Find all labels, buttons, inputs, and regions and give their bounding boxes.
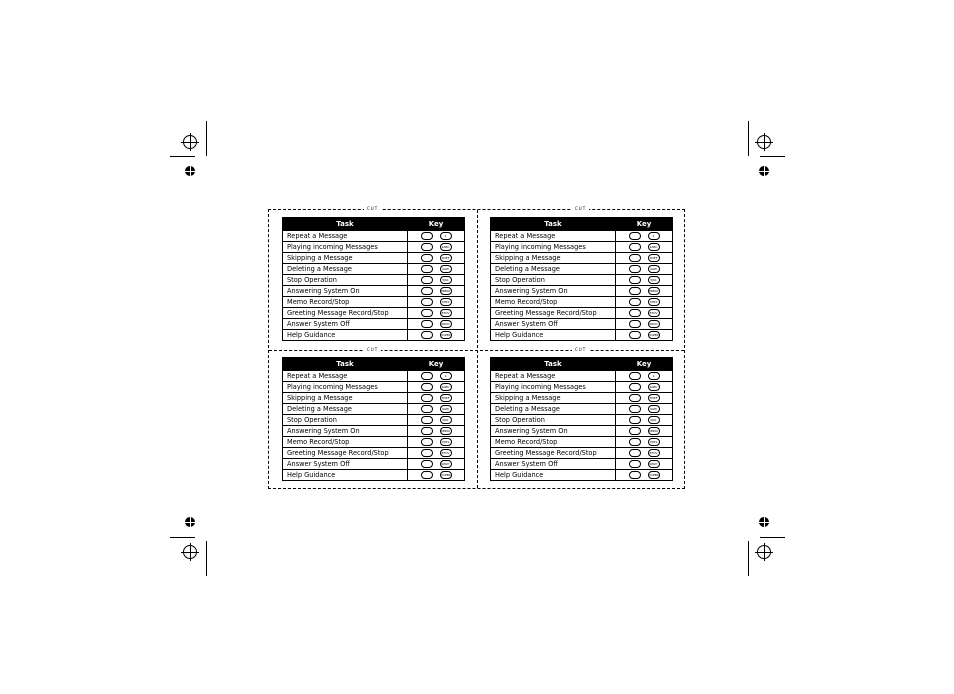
cut-label: CUT (364, 206, 381, 212)
task-cell: Help Guidance (283, 470, 408, 481)
keypad-button-icon: 4GHI (440, 405, 452, 413)
task-key-table (282, 357, 465, 481)
column-header-task: Task (491, 218, 616, 231)
blank-key-icon (629, 276, 641, 284)
table-row (283, 297, 465, 308)
keypad-button-icon: 3DEF (440, 254, 452, 262)
table-row (491, 308, 673, 319)
task-cell: Deleting a Message (491, 404, 616, 415)
task-cell: Skipping a Message (283, 393, 408, 404)
task-cell: Stop Operation (491, 415, 616, 426)
keypad-button-icon: 8TUV (649, 311, 658, 315)
table-row (283, 275, 465, 286)
keypad-button-icon: 9WXY (441, 322, 450, 326)
keypad-button-icon: 8TUV (441, 451, 450, 455)
keypad-button-icon: 3DEF (648, 254, 660, 262)
blank-key-icon (629, 416, 641, 424)
key-cell (616, 264, 673, 275)
key-cell (408, 242, 465, 253)
table-row (283, 231, 465, 242)
blank-key-icon (629, 394, 641, 402)
task-cell: Deleting a Message (283, 264, 408, 275)
table-row (283, 242, 465, 253)
keypad-button-icon: 6MNO (440, 429, 451, 433)
key-cell (616, 448, 673, 459)
keypad-button-icon: 7PRS (440, 438, 452, 446)
task-key-table (282, 217, 465, 341)
blank-key-icon (421, 460, 433, 468)
key-cell (616, 382, 673, 393)
task-cell: Answering System On (283, 426, 408, 437)
task-cell: Playing incoming Messages (491, 242, 616, 253)
table-row (491, 231, 673, 242)
table-header-row (491, 358, 673, 371)
table-row (491, 426, 673, 437)
table-row (491, 371, 673, 382)
task-cell: Repeat a Message (283, 371, 408, 382)
task-cell: Repeat a Message (491, 231, 616, 242)
task-cell: Stop Operation (283, 275, 408, 286)
cut-line-horizontal (269, 350, 684, 351)
table-row (491, 393, 673, 404)
table-row (491, 459, 673, 470)
blank-key-icon (629, 372, 641, 380)
registration-dot-bottom-right-icon (759, 517, 769, 527)
table-row (491, 470, 673, 481)
task-cell: Greeting Message Record/Stop (491, 308, 616, 319)
keypad-button-icon: 2ABC (649, 245, 658, 249)
keypad-button-icon: 7PRS (648, 298, 660, 306)
keypad-button-icon: 4GHI (440, 265, 452, 273)
blank-key-icon (421, 320, 433, 328)
keypad-button-icon: 6MNO (648, 289, 659, 293)
keypad-button-icon: 5JKL (648, 276, 660, 284)
table-row (283, 459, 465, 470)
blank-key-icon (421, 243, 433, 251)
blank-key-icon (629, 320, 641, 328)
table-row (283, 404, 465, 415)
key-cell (408, 319, 465, 330)
crosshair-top-left-icon (183, 135, 197, 149)
blank-key-icon (629, 309, 641, 317)
key-cell (616, 415, 673, 426)
table-row (283, 319, 465, 330)
blank-key-icon (629, 449, 641, 457)
keypad-button-icon: 9WXY (441, 462, 450, 466)
table-row (491, 275, 673, 286)
key-cell (616, 275, 673, 286)
keypad-button-icon: 0OPER (440, 473, 451, 477)
keypad-button-icon: 8TUV (441, 311, 450, 315)
blank-key-icon (421, 298, 433, 306)
table-row (283, 253, 465, 264)
table-row (491, 297, 673, 308)
keypad-button-icon: 5JKL (440, 416, 452, 424)
task-cell: Help Guidance (491, 470, 616, 481)
task-cell: Answering System On (491, 426, 616, 437)
table-row (283, 437, 465, 448)
cut-line-vertical (477, 210, 478, 488)
task-key-table (490, 357, 673, 481)
task-cell: Playing incoming Messages (491, 382, 616, 393)
key-cell (408, 264, 465, 275)
key-cell (616, 404, 673, 415)
key-cell (408, 404, 465, 415)
key-cell (408, 415, 465, 426)
blank-key-icon (421, 372, 433, 380)
keypad-button-icon: 0OPER (648, 333, 659, 337)
blank-key-icon (629, 438, 641, 446)
key-cell (408, 308, 465, 319)
table-row (283, 470, 465, 481)
blank-key-icon (629, 254, 641, 262)
task-cell: Deleting a Message (283, 404, 408, 415)
task-cell: Memo Record/Stop (491, 437, 616, 448)
keypad-button-icon: 4GHI (648, 405, 660, 413)
blank-key-icon (629, 265, 641, 273)
crosshair-bottom-left-icon (183, 545, 197, 559)
key-cell (408, 253, 465, 264)
column-header-key: Key (408, 218, 465, 231)
keypad-button-icon: 9WXY (649, 462, 658, 466)
table-row (283, 382, 465, 393)
keypad-button-icon: 7PRS (648, 438, 660, 446)
blank-key-icon (421, 254, 433, 262)
key-card-bottom-right (490, 357, 672, 481)
key-cell (408, 297, 465, 308)
blank-key-icon (421, 449, 433, 457)
blank-key-icon (421, 471, 433, 479)
registration-dot-top-left-icon (185, 166, 195, 176)
key-cell (408, 448, 465, 459)
table-row (283, 330, 465, 341)
blank-key-icon (421, 309, 433, 317)
table-row (283, 393, 465, 404)
column-header-task: Task (283, 218, 408, 231)
blank-key-icon (421, 416, 433, 424)
blank-key-icon (629, 232, 641, 240)
blank-key-icon (629, 331, 641, 339)
key-cell (408, 275, 465, 286)
task-cell: Memo Record/Stop (283, 297, 408, 308)
column-header-key: Key (616, 358, 673, 371)
key-cell (616, 459, 673, 470)
table-row (283, 308, 465, 319)
cut-sheet (268, 206, 685, 489)
table-row (491, 253, 673, 264)
table-row (283, 448, 465, 459)
crosshair-top-right-icon (757, 135, 771, 149)
key-cell (408, 470, 465, 481)
cut-label: CUT (572, 206, 589, 212)
task-cell: Help Guidance (491, 330, 616, 341)
key-cell (408, 437, 465, 448)
key-cell (408, 231, 465, 242)
task-cell: Greeting Message Record/Stop (283, 308, 408, 319)
table-row (283, 286, 465, 297)
task-cell: Memo Record/Stop (491, 297, 616, 308)
blank-key-icon (629, 405, 641, 413)
key-cell (616, 437, 673, 448)
keypad-button-icon: 1 (440, 232, 452, 240)
keypad-button-icon: 2ABC (649, 385, 658, 389)
keypad-button-icon: 5JKL (648, 416, 660, 424)
table-row (491, 319, 673, 330)
table-row (283, 426, 465, 437)
column-header-task: Task (491, 358, 616, 371)
keypad-button-icon: 5JKL (440, 276, 452, 284)
table-header-row (283, 358, 465, 371)
task-cell: Answer System Off (283, 319, 408, 330)
key-card-top-left (282, 217, 464, 341)
task-cell: Help Guidance (283, 330, 408, 341)
blank-key-icon (629, 471, 641, 479)
column-header-key: Key (408, 358, 465, 371)
cut-label: CUT (572, 347, 589, 353)
blank-key-icon (421, 427, 433, 435)
key-cell (616, 308, 673, 319)
task-cell: Repeat a Message (283, 231, 408, 242)
blank-key-icon (421, 276, 433, 284)
table-row (491, 404, 673, 415)
task-cell: Repeat a Message (491, 371, 616, 382)
key-cell (616, 330, 673, 341)
key-cell (408, 371, 465, 382)
task-cell: Skipping a Message (491, 253, 616, 264)
keypad-button-icon: 2ABC (441, 245, 450, 249)
task-cell: Answering System On (283, 286, 408, 297)
blank-key-icon (629, 287, 641, 295)
key-card-top-right (490, 217, 672, 341)
task-cell: Greeting Message Record/Stop (283, 448, 408, 459)
keypad-button-icon: 0OPER (440, 333, 451, 337)
column-header-key: Key (616, 218, 673, 231)
table-header-row (491, 218, 673, 231)
key-cell (616, 470, 673, 481)
task-cell: Playing incoming Messages (283, 242, 408, 253)
task-key-table (490, 217, 673, 341)
task-cell: Playing incoming Messages (283, 382, 408, 393)
keypad-button-icon: 1 (440, 372, 452, 380)
table-row (491, 415, 673, 426)
blank-key-icon (421, 394, 433, 402)
blank-key-icon (421, 265, 433, 273)
blank-key-icon (421, 405, 433, 413)
keypad-button-icon: 7PRS (440, 298, 452, 306)
table-row (491, 382, 673, 393)
key-cell (616, 253, 673, 264)
registration-dot-bottom-left-icon (185, 517, 195, 527)
key-cell (616, 426, 673, 437)
keypad-button-icon: 3DEF (440, 394, 452, 402)
column-header-task: Task (283, 358, 408, 371)
task-cell: Stop Operation (283, 415, 408, 426)
table-row (491, 448, 673, 459)
blank-key-icon (629, 383, 641, 391)
blank-key-icon (421, 438, 433, 446)
key-cell (616, 319, 673, 330)
cut-label: CUT (364, 347, 381, 353)
keypad-button-icon: 1 (648, 232, 660, 240)
blank-key-icon (629, 427, 641, 435)
table-row (283, 264, 465, 275)
task-cell: Deleting a Message (491, 264, 616, 275)
keypad-button-icon: 3DEF (648, 394, 660, 402)
keypad-button-icon: 4GHI (648, 265, 660, 273)
key-cell (616, 371, 673, 382)
registration-dot-top-right-icon (759, 166, 769, 176)
blank-key-icon (629, 243, 641, 251)
table-row (491, 286, 673, 297)
key-cell (616, 242, 673, 253)
blank-key-icon (629, 460, 641, 468)
table-row (491, 242, 673, 253)
table-row (491, 437, 673, 448)
task-cell: Skipping a Message (491, 393, 616, 404)
key-cell (616, 393, 673, 404)
key-cell (616, 231, 673, 242)
key-cell (408, 330, 465, 341)
key-cell (408, 382, 465, 393)
table-row (283, 371, 465, 382)
task-cell: Answer System Off (491, 319, 616, 330)
blank-key-icon (629, 298, 641, 306)
key-cell (616, 297, 673, 308)
crosshair-bottom-right-icon (757, 545, 771, 559)
key-cell (408, 393, 465, 404)
key-cell (408, 286, 465, 297)
keypad-button-icon: 1 (648, 372, 660, 380)
key-cell (616, 286, 673, 297)
task-cell: Greeting Message Record/Stop (491, 448, 616, 459)
table-row (491, 330, 673, 341)
key-cell (408, 459, 465, 470)
task-cell: Stop Operation (491, 275, 616, 286)
task-cell: Answer System Off (491, 459, 616, 470)
key-card-bottom-left (282, 357, 464, 481)
keypad-button-icon: 8TUV (649, 451, 658, 455)
blank-key-icon (421, 287, 433, 295)
task-cell: Memo Record/Stop (283, 437, 408, 448)
key-cell (408, 426, 465, 437)
keypad-button-icon: 9WXY (649, 322, 658, 326)
keypad-button-icon: 6MNO (648, 429, 659, 433)
task-cell: Answering System On (491, 286, 616, 297)
blank-key-icon (421, 331, 433, 339)
table-row (491, 264, 673, 275)
keypad-button-icon: 6MNO (440, 289, 451, 293)
task-cell: Skipping a Message (283, 253, 408, 264)
keypad-button-icon: 2ABC (441, 385, 450, 389)
blank-key-icon (421, 232, 433, 240)
keypad-button-icon: 0OPER (648, 473, 659, 477)
table-header-row (283, 218, 465, 231)
table-row (283, 415, 465, 426)
blank-key-icon (421, 383, 433, 391)
task-cell: Answer System Off (283, 459, 408, 470)
